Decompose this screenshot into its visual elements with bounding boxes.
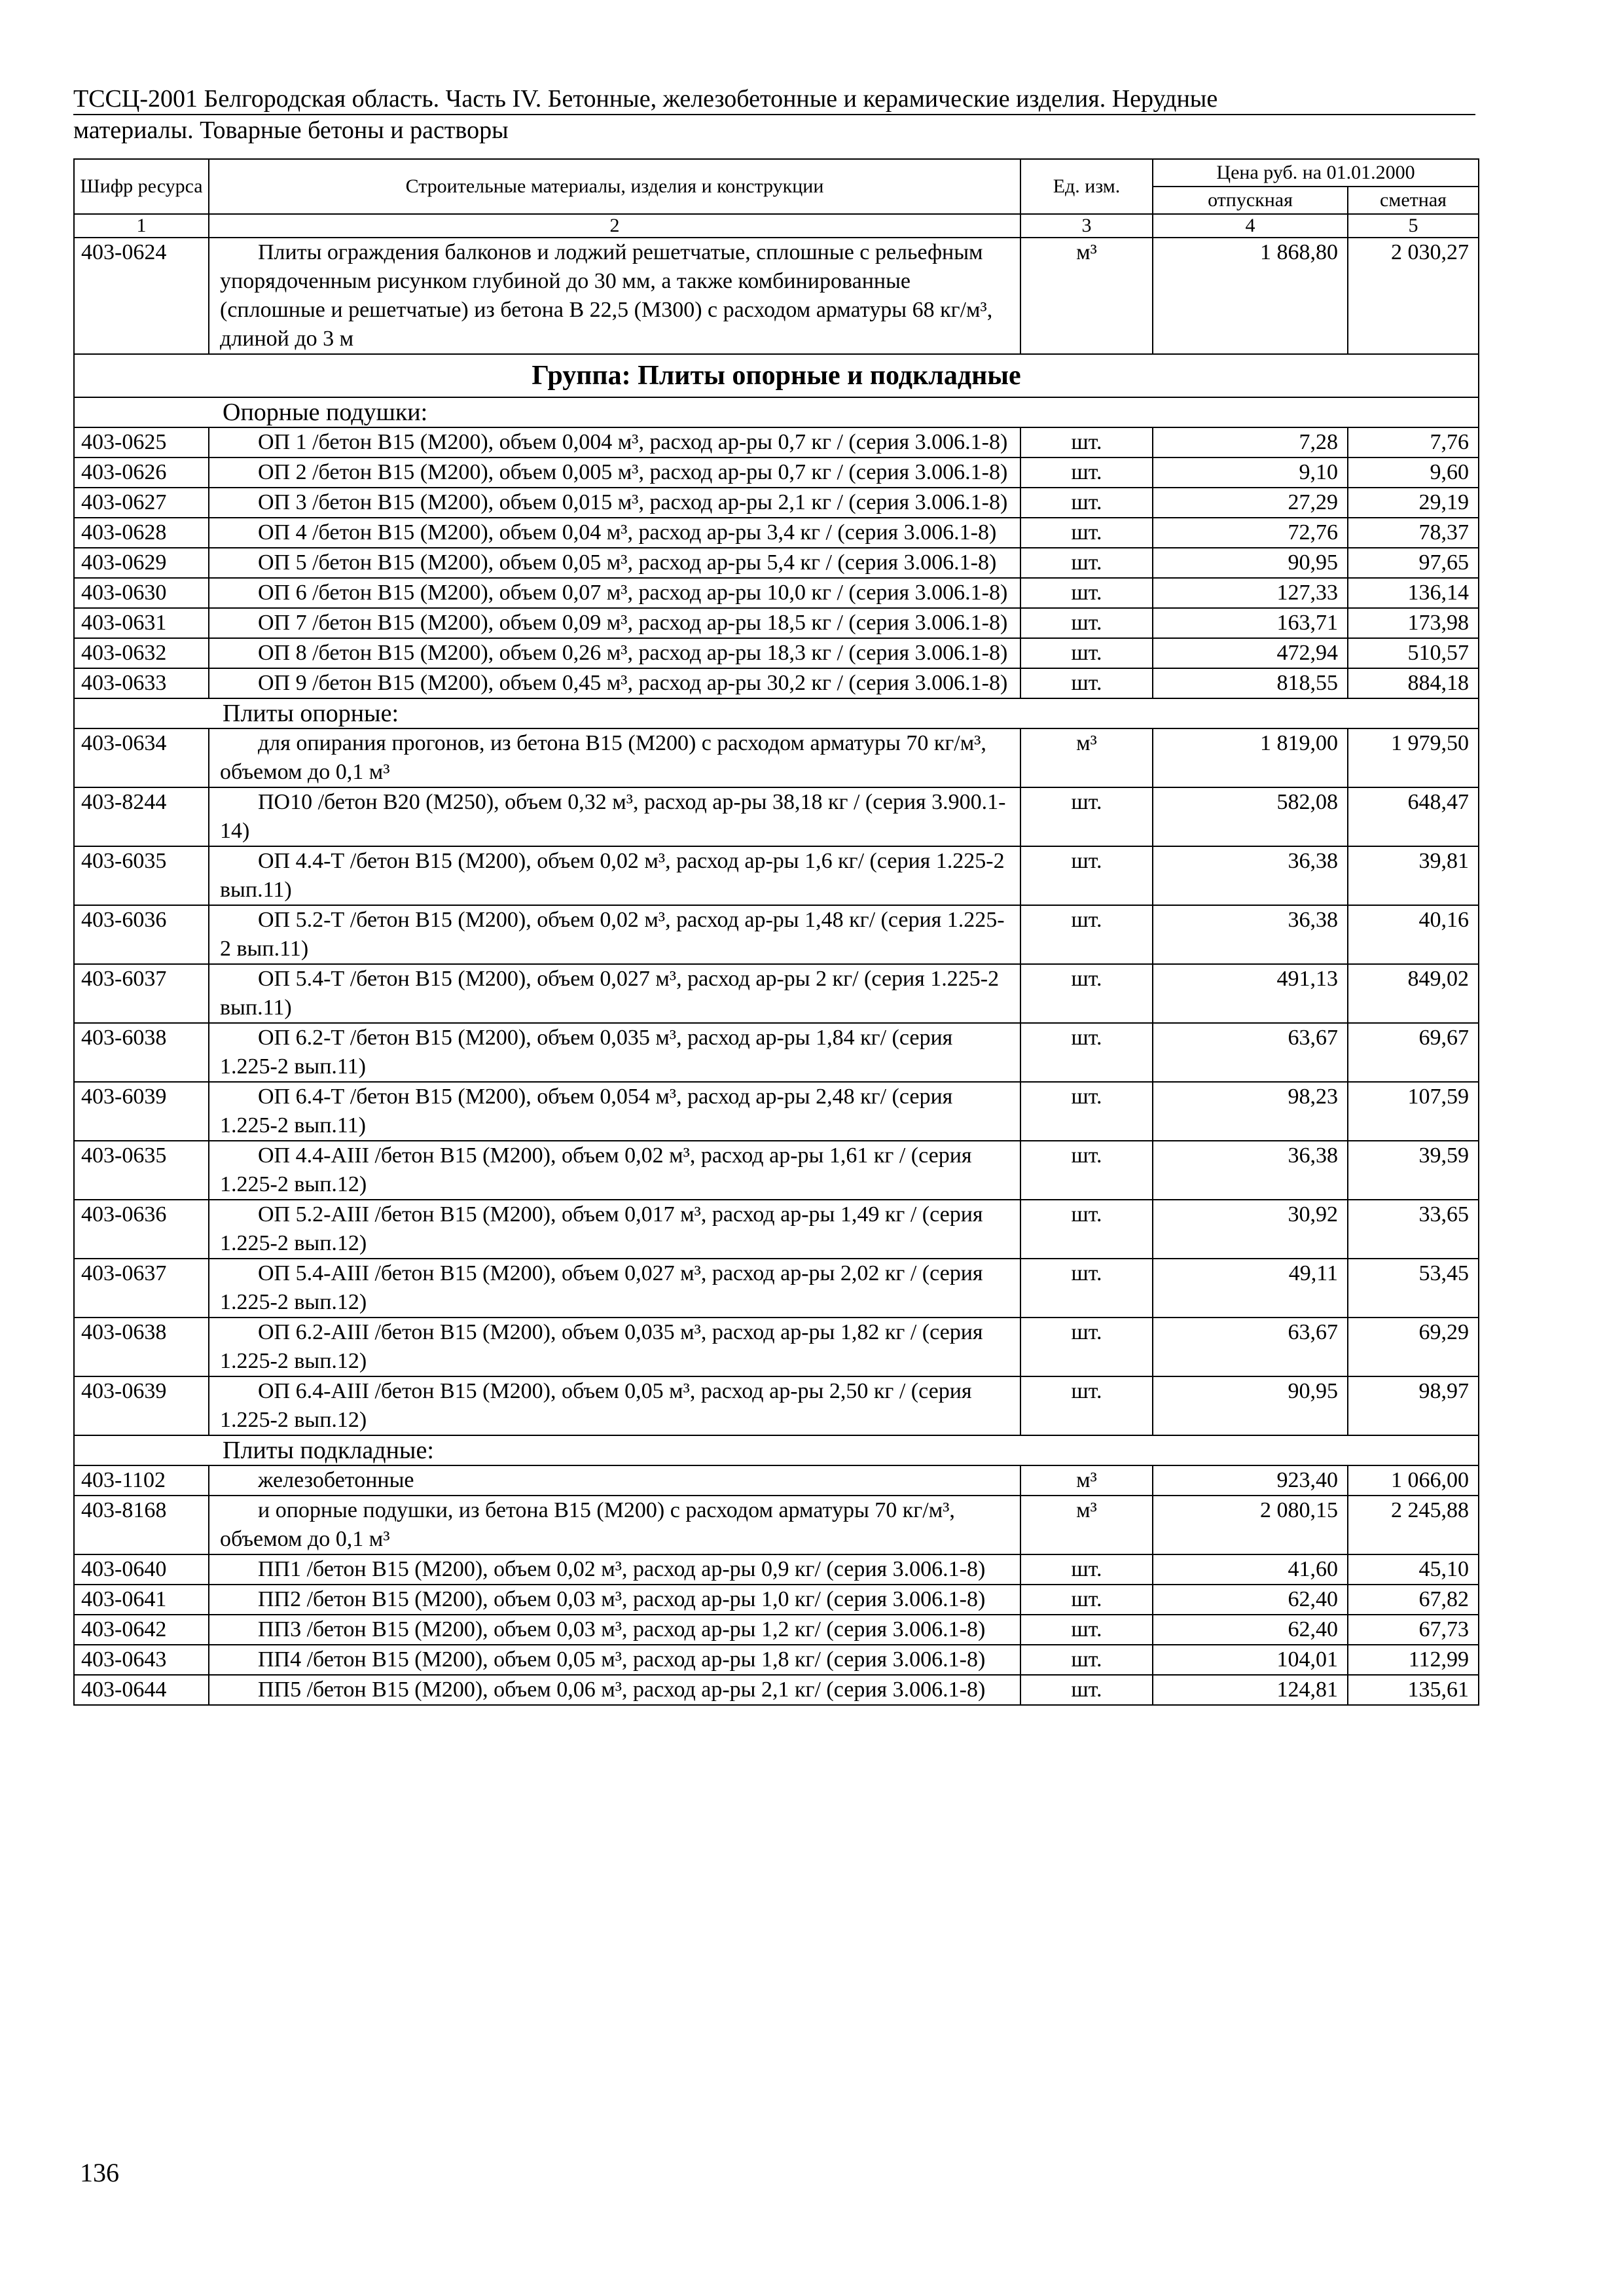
description-text: ПП4 /бетон В15 (М200), объем 0,05 м³, расход ар-ры 1,8 кг/ (серия 3.006.1-8) — [258, 1647, 986, 1672]
header-line-2: материалы. Товарные бетоны и растворы — [73, 117, 509, 144]
unit: шт. — [1020, 1200, 1153, 1259]
col-number: 2 — [209, 214, 1020, 238]
estimate-price: 98,97 — [1348, 1376, 1479, 1435]
resource-description — [209, 1259, 1020, 1318]
header-line-1: ТССЦ-2001 Белгородская область. Часть IV. Бетонные, железобетонные и керамические изделия. Нерудные — [73, 84, 1475, 115]
release-price: 163,71 — [1153, 608, 1348, 638]
resource-description — [209, 548, 1020, 578]
resource-code: 403-0629 — [74, 548, 209, 578]
subgroup-row — [74, 1435, 1479, 1465]
resource-description — [209, 1141, 1020, 1200]
description-text: ПП2 /бетон В15 (М200), объем 0,03 м³, расход ар-ры 1,0 кг/ (серия 3.006.1-8) — [258, 1587, 986, 1611]
unit: шт. — [1020, 1318, 1153, 1376]
page-header — [73, 84, 1475, 145]
resource-description — [209, 427, 1020, 457]
table-row — [74, 668, 1479, 698]
resource-description — [209, 846, 1020, 905]
estimate-price: 39,81 — [1348, 846, 1479, 905]
table-body — [74, 238, 1479, 1705]
description-text: ОП 5.4-АIII /бетон В15 (М200), объем 0,027 м³, расход ар-ры 2,02 кг / (серия 1.225-2 вып.12) — [220, 1261, 983, 1314]
estimate-price: 78,37 — [1348, 518, 1479, 548]
estimate-price: 67,82 — [1348, 1585, 1479, 1615]
estimate-price: 69,67 — [1348, 1023, 1479, 1082]
release-price: 7,28 — [1153, 427, 1348, 457]
estimate-price: 112,99 — [1348, 1645, 1479, 1675]
release-price: 90,95 — [1153, 1376, 1348, 1435]
resource-code: 403-0625 — [74, 427, 209, 457]
unit: шт. — [1020, 488, 1153, 518]
table-row — [74, 1200, 1479, 1259]
resource-code: 403-0641 — [74, 1585, 209, 1615]
resource-description — [209, 668, 1020, 698]
description-text: ОП 4.4-Т /бетон В15 (М200), объем 0,02 м³, расход ар-ры 1,6 кг/ (серия 1.225-2 вып.11) — [220, 849, 1005, 902]
description-text: ОП 5 /бетон В15 (М200), объем 0,05 м³, расход ар-ры 5,4 кг / (серия 3.006.1-8) — [258, 550, 997, 575]
table-row — [74, 1585, 1479, 1615]
col-header-description: Строительные материалы, изделия и конструкции — [209, 159, 1020, 214]
description-text: ОП 1 /бетон В15 (М200), объем 0,004 м³, расход ар-ры 0,7 кг / (серия 3.006.1-8) — [258, 430, 1008, 454]
table-row — [74, 1376, 1479, 1435]
description-text: ОП 9 /бетон В15 (М200), объем 0,45 м³, расход ар-ры 30,2 кг / (серия 3.006.1-8) — [258, 671, 1008, 695]
estimate-price: 39,59 — [1348, 1141, 1479, 1200]
resource-description — [209, 578, 1020, 608]
resource-code: 403-1102 — [74, 1465, 209, 1496]
table-row — [74, 846, 1479, 905]
estimate-price: 510,57 — [1348, 638, 1479, 668]
col-number: 1 — [74, 214, 209, 238]
release-price: 127,33 — [1153, 578, 1348, 608]
table-row — [74, 1675, 1479, 1705]
resource-description — [209, 1554, 1020, 1585]
estimate-price: 53,45 — [1348, 1259, 1479, 1318]
resource-description — [209, 457, 1020, 488]
estimate-price: 2 245,88 — [1348, 1496, 1479, 1554]
release-price: 98,23 — [1153, 1082, 1348, 1141]
unit: м³ — [1020, 1496, 1153, 1554]
resource-code: 403-0626 — [74, 457, 209, 488]
col-header-release-price: отпускная — [1153, 187, 1348, 214]
group-row — [74, 354, 1479, 397]
release-price: 124,81 — [1153, 1675, 1348, 1705]
release-price: 63,67 — [1153, 1318, 1348, 1376]
table-row — [74, 1023, 1479, 1082]
release-price: 472,94 — [1153, 638, 1348, 668]
table-row — [74, 238, 1479, 354]
unit: шт. — [1020, 518, 1153, 548]
release-price: 582,08 — [1153, 787, 1348, 846]
table-row — [74, 518, 1479, 548]
release-price: 41,60 — [1153, 1554, 1348, 1585]
page-number: 136 — [80, 2158, 119, 2187]
release-price: 491,13 — [1153, 964, 1348, 1023]
release-price: 90,95 — [1153, 548, 1348, 578]
unit: шт. — [1020, 905, 1153, 964]
resource-description — [209, 1496, 1020, 1554]
estimate-price: 69,29 — [1348, 1318, 1479, 1376]
estimate-price: 1 979,50 — [1348, 728, 1479, 787]
resource-description — [209, 1082, 1020, 1141]
resource-code: 403-0644 — [74, 1675, 209, 1705]
resource-code: 403-0638 — [74, 1318, 209, 1376]
description-text: ОП 2 /бетон В15 (М200), объем 0,005 м³, расход ар-ры 0,7 кг / (серия 3.006.1-8) — [258, 460, 1008, 484]
release-price: 36,38 — [1153, 905, 1348, 964]
estimate-price: 45,10 — [1348, 1554, 1479, 1585]
resource-code: 403-0630 — [74, 578, 209, 608]
description-text: ОП 6.2-Т /бетон В15 (М200), объем 0,035 м³, расход ар-ры 1,84 кг/ (серия 1.225-2 вып.11) — [220, 1026, 953, 1079]
release-price: 9,10 — [1153, 457, 1348, 488]
table-row — [74, 1465, 1479, 1496]
release-price: 30,92 — [1153, 1200, 1348, 1259]
resource-code: 403-0627 — [74, 488, 209, 518]
resource-code: 403-0632 — [74, 638, 209, 668]
description-text: ОП 8 /бетон В15 (М200), объем 0,26 м³, расход ар-ры 18,3 кг / (серия 3.006.1-8) — [258, 641, 1008, 665]
release-price: 104,01 — [1153, 1645, 1348, 1675]
subgroup-label: Плиты опорные: — [74, 698, 1479, 728]
resource-code: 403-6035 — [74, 846, 209, 905]
release-price: 27,29 — [1153, 488, 1348, 518]
unit: шт. — [1020, 1259, 1153, 1318]
release-price: 818,55 — [1153, 668, 1348, 698]
table-row — [74, 427, 1479, 457]
table-row — [74, 1615, 1479, 1645]
release-price: 2 080,15 — [1153, 1496, 1348, 1554]
table-row — [74, 608, 1479, 638]
resource-code: 403-0642 — [74, 1615, 209, 1645]
resource-code: 403-0633 — [74, 668, 209, 698]
table-row — [74, 488, 1479, 518]
description-text: ОП 7 /бетон В15 (М200), объем 0,09 м³, расход ар-ры 18,5 кг / (серия 3.006.1-8) — [258, 611, 1008, 635]
release-price: 1 868,80 — [1153, 238, 1348, 354]
description-text: ОП 6.4-Т /бетон В15 (М200), объем 0,054 м³, расход ар-ры 2,48 кг/ (серия 1.225-2 вып.11) — [220, 1085, 953, 1138]
table-row — [74, 1554, 1479, 1585]
resource-code: 403-0643 — [74, 1645, 209, 1675]
subgroup-label: Опорные подушки: — [74, 397, 1479, 427]
estimate-price: 7,76 — [1348, 427, 1479, 457]
estimate-price: 136,14 — [1348, 578, 1479, 608]
release-price: 63,67 — [1153, 1023, 1348, 1082]
col-header-price: Цена руб. на 01.01.2000 — [1153, 159, 1479, 187]
resource-description — [209, 1376, 1020, 1435]
description-text: ОП 5.4-Т /бетон В15 (М200), объем 0,027 м³, расход ар-ры 2 кг/ (серия 1.225-2 вып.11) — [220, 967, 1000, 1020]
estimate-price: 40,16 — [1348, 905, 1479, 964]
table-row — [74, 1318, 1479, 1376]
resource-description — [209, 728, 1020, 787]
resource-code: 403-0624 — [74, 238, 209, 354]
description-text: ОП 6.2-АIII /бетон В15 (М200), объем 0,035 м³, расход ар-ры 1,82 кг / (серия 1.225-2 вып.12) — [220, 1320, 983, 1373]
table-row — [74, 578, 1479, 608]
unit: шт. — [1020, 846, 1153, 905]
resource-description — [209, 905, 1020, 964]
resource-description — [209, 1465, 1020, 1496]
unit: шт. — [1020, 1082, 1153, 1141]
table-row — [74, 457, 1479, 488]
estimate-price: 97,65 — [1348, 548, 1479, 578]
release-price: 62,40 — [1153, 1615, 1348, 1645]
unit: шт. — [1020, 548, 1153, 578]
description-text: ОП 5.2-АIII /бетон В15 (М200), объем 0,017 м³, расход ар-ры 1,49 кг / (серия 1.225-2 вып.12) — [220, 1202, 983, 1255]
description-text: ПП3 /бетон В15 (М200), объем 0,03 м³, расход ар-ры 1,2 кг/ (серия 3.006.1-8) — [258, 1617, 986, 1641]
table-row — [74, 1082, 1479, 1141]
release-price: 923,40 — [1153, 1465, 1348, 1496]
resource-description — [209, 608, 1020, 638]
resource-code: 403-0631 — [74, 608, 209, 638]
description-text: и опорные подушки, из бетона В15 (М200) с расходом арматуры 70 кг/м³, объемом до 0,1 м³ — [220, 1498, 955, 1551]
estimate-price: 2 030,27 — [1348, 238, 1479, 354]
col-number: 3 — [1020, 214, 1153, 238]
unit: шт. — [1020, 668, 1153, 698]
resource-code: 403-0636 — [74, 1200, 209, 1259]
unit: шт. — [1020, 457, 1153, 488]
col-header-code: Шифр ресурса — [74, 159, 209, 214]
unit: шт. — [1020, 1141, 1153, 1200]
estimate-price: 9,60 — [1348, 457, 1479, 488]
unit: м³ — [1020, 1465, 1153, 1496]
table-row — [74, 964, 1479, 1023]
resource-code: 403-8168 — [74, 1496, 209, 1554]
release-price: 36,38 — [1153, 846, 1348, 905]
description-text: для опирания прогонов, из бетона В15 (М200) с расходом арматуры 70 кг/м³, объемом до 0,1 м³ — [220, 731, 986, 784]
table-row — [74, 905, 1479, 964]
estimate-price: 1 066,00 — [1348, 1465, 1479, 1496]
resource-description — [209, 1615, 1020, 1645]
description-text: ОП 3 /бетон В15 (М200), объем 0,015 м³, расход ар-ры 2,1 кг / (серия 3.006.1-8) — [258, 490, 1008, 514]
resource-code: 403-6037 — [74, 964, 209, 1023]
resource-code: 403-0639 — [74, 1376, 209, 1435]
resource-code: 403-6036 — [74, 905, 209, 964]
description-text: ОП 6 /бетон В15 (М200), объем 0,07 м³, расход ар-ры 10,0 кг / (серия 3.006.1-8) — [258, 581, 1008, 605]
estimate-price: 107,59 — [1348, 1082, 1479, 1141]
resource-description — [209, 518, 1020, 548]
unit: шт. — [1020, 964, 1153, 1023]
unit: шт. — [1020, 1645, 1153, 1675]
description-text: ОП 4.4-АIII /бетон В15 (М200), объем 0,02 м³, расход ар-ры 1,61 кг / (серия 1.225-2 вып.12) — [220, 1143, 972, 1196]
col-header-unit: Ед. изм. — [1020, 159, 1153, 214]
resource-description — [209, 1200, 1020, 1259]
table-row — [74, 1259, 1479, 1318]
resource-description — [209, 964, 1020, 1023]
table-row — [74, 638, 1479, 668]
estimate-price: 648,47 — [1348, 787, 1479, 846]
resource-code: 403-0628 — [74, 518, 209, 548]
table-row — [74, 1645, 1479, 1675]
table-row — [74, 728, 1479, 787]
release-price: 62,40 — [1153, 1585, 1348, 1615]
resource-code: 403-0634 — [74, 728, 209, 787]
resource-code: 403-0640 — [74, 1554, 209, 1585]
unit: шт. — [1020, 1554, 1153, 1585]
resource-code: 403-0637 — [74, 1259, 209, 1318]
resource-description — [209, 1318, 1020, 1376]
table-row — [74, 1141, 1479, 1200]
unit: шт. — [1020, 1585, 1153, 1615]
table-row — [74, 548, 1479, 578]
col-header-estimate-price: сметная — [1348, 187, 1479, 214]
col-number: 5 — [1348, 214, 1479, 238]
unit: шт. — [1020, 608, 1153, 638]
unit: шт. — [1020, 1615, 1153, 1645]
description-text: Плиты ограждения балконов и лоджий решетчатые, сплошные с рельефным упорядоченным рисунком глубиной до 30 мм, а также комбинированные (сплошные и решетчатые) из бетона В 22,5 (М300) с расходом арматуры 68 кг/м³, длиной до 3 м — [220, 240, 993, 351]
estimate-price: 33,65 — [1348, 1200, 1479, 1259]
estimate-price: 884,18 — [1348, 668, 1479, 698]
release-price: 1 819,00 — [1153, 728, 1348, 787]
resource-description — [209, 488, 1020, 518]
description-text: ОП 6.4-АIII /бетон В15 (М200), объем 0,05 м³, расход ар-ры 2,50 кг / (серия 1.225-2 вып.12) — [220, 1379, 972, 1432]
unit: шт. — [1020, 578, 1153, 608]
description-text: железобетонные — [258, 1468, 414, 1492]
resource-description — [209, 1675, 1020, 1705]
col-number: 4 — [1153, 214, 1348, 238]
resource-description — [209, 1585, 1020, 1615]
subgroup-row — [74, 698, 1479, 728]
unit: шт. — [1020, 638, 1153, 668]
description-text: ПП1 /бетон В15 (М200), объем 0,02 м³, расход ар-ры 0,9 кг/ (серия 3.006.1-8) — [258, 1557, 986, 1581]
release-price: 49,11 — [1153, 1259, 1348, 1318]
resource-description — [209, 787, 1020, 846]
resource-description — [209, 638, 1020, 668]
unit: шт. — [1020, 1023, 1153, 1082]
resource-code: 403-6039 — [74, 1082, 209, 1141]
unit: м³ — [1020, 238, 1153, 354]
subgroup-row — [74, 397, 1479, 427]
description-text: ОП 4 /бетон В15 (М200), объем 0,04 м³, расход ар-ры 3,4 кг / (серия 3.006.1-8) — [258, 520, 997, 545]
unit: шт. — [1020, 427, 1153, 457]
estimate-price: 849,02 — [1348, 964, 1479, 1023]
subgroup-label: Плиты подкладные: — [74, 1435, 1479, 1465]
unit: шт. — [1020, 1675, 1153, 1705]
unit: шт. — [1020, 1376, 1153, 1435]
estimate-price: 67,73 — [1348, 1615, 1479, 1645]
release-price: 72,76 — [1153, 518, 1348, 548]
price-table — [73, 158, 1479, 1706]
resource-description — [209, 238, 1020, 354]
table-row — [74, 1496, 1479, 1554]
description-text: ПП5 /бетон В15 (М200), объем 0,06 м³, расход ар-ры 2,1 кг/ (серия 3.006.1-8) — [258, 1677, 986, 1702]
unit: шт. — [1020, 787, 1153, 846]
unit: м³ — [1020, 728, 1153, 787]
description-text: ОП 5.2-Т /бетон В15 (М200), объем 0,02 м³, расход ар-ры 1,48 кг/ (серия 1.225-2 вып.11) — [220, 908, 1005, 961]
estimate-price: 29,19 — [1348, 488, 1479, 518]
description-text: ПО10 /бетон В20 (М250), объем 0,32 м³, расход ар-ры 38,18 кг / (серия 3.900.1-14) — [220, 790, 1006, 843]
estimate-price: 173,98 — [1348, 608, 1479, 638]
table-row — [74, 787, 1479, 846]
resource-code: 403-6038 — [74, 1023, 209, 1082]
resource-code: 403-8244 — [74, 787, 209, 846]
group-title: Группа: Плиты опорные и подкладные — [74, 354, 1479, 397]
release-price: 36,38 — [1153, 1141, 1348, 1200]
resource-description — [209, 1645, 1020, 1675]
resource-code: 403-0635 — [74, 1141, 209, 1200]
estimate-price: 135,61 — [1348, 1675, 1479, 1705]
resource-description — [209, 1023, 1020, 1082]
